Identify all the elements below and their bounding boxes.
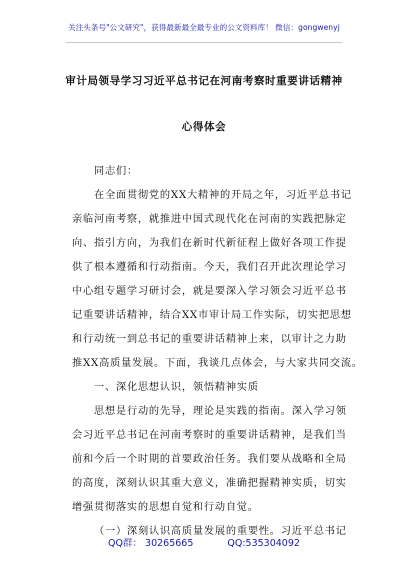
body-line: 供了根本遵循和行动指南。今天，我们召开此次理论学习 bbox=[72, 262, 347, 273]
body-line: 前和今后一个时期的首要政治任务。我们要从战略和全局 bbox=[72, 454, 347, 465]
body-line: 和行动统一到总书记的重要讲话精神上来，以审计之力助 bbox=[72, 334, 347, 345]
body-line: 中心组专题学习研讨会，就是要深入学习领会习近平总书 bbox=[72, 286, 347, 297]
body-line: 记重要讲话精神，结合XX市审计局工作实际，切实把思想 bbox=[72, 310, 352, 321]
header-divider bbox=[66, 42, 342, 43]
body-line: 向、指引方向，为我们在新时代新征程上做好各项工作提 bbox=[72, 238, 347, 249]
body-line: 亲临河南考察，就推进中国式现代化在河南的实践把脉定 bbox=[72, 214, 347, 225]
header-note: 关注头条号"公文研究"，获得最新最全最专业的公文资料库！ 微信：gongwenyj bbox=[68, 23, 340, 32]
document-body bbox=[72, 160, 363, 544]
footer-contacts bbox=[0, 535, 408, 549]
body-line: 的高度，深刻认识其重大意义，准确把握精神实质，切实 bbox=[72, 478, 347, 489]
body-line: 推XX高质量发展。下面，我谈几点体会，与大家共同交流。 bbox=[72, 358, 363, 369]
body-line: 在全面贯彻党的XX大精神的开局之年，习近平总书记 bbox=[94, 190, 352, 201]
body-line: 思想是行动的先导，理论是实践的指南。深入学习领 bbox=[94, 406, 347, 417]
document-title: 审计局领导学习习近平总书记在河南考察时重要讲话精神 bbox=[65, 75, 343, 87]
section-heading: 一、深化思想认识，领悟精神实质 bbox=[94, 382, 259, 393]
footer-qq-group: QQ群： 30265665 bbox=[108, 538, 194, 549]
document-subtitle: 心得体会 bbox=[181, 121, 227, 133]
body-line: 会习近平总书记在河南考察时的重要讲话精神，是我们当 bbox=[72, 430, 347, 441]
body-line: 增强贯彻落实的思想自觉和行动自觉。 bbox=[72, 502, 259, 513]
salutation: 同志们： bbox=[94, 166, 138, 177]
footer-qq-number: QQ:535304092 bbox=[227, 538, 300, 549]
subsection-heading: （一）深刻认识高质量发展的重要性。习近平总书记 bbox=[94, 526, 347, 537]
